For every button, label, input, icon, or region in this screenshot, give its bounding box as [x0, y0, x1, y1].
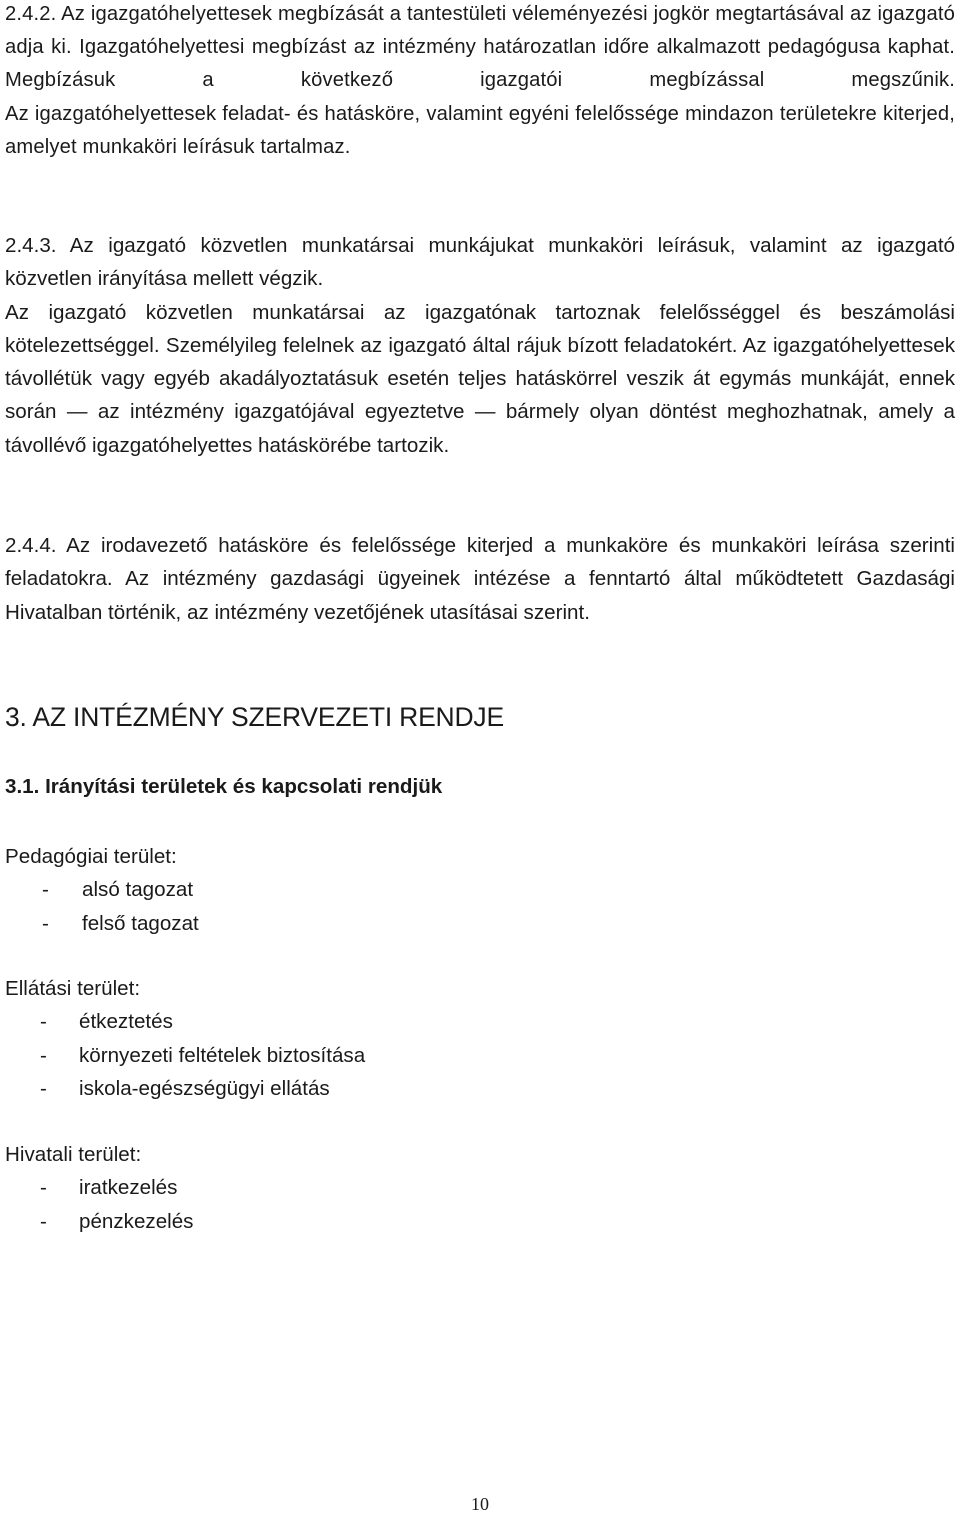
list-dash: -	[42, 878, 49, 902]
subsection-heading: 3.1. Irányítási területek és kapcsolati rendjük	[5, 775, 443, 798]
section-2-4-3-lead: 2.4.3. Az igazgató közvetlen munkatársai munkájukat munkaköri leírásuk, valamint az igazgató közvetlen irányítása mellett végzik.	[5, 234, 955, 291]
section-2-4-3-body: Az igazgató közvetlen munkatársai az igazgatónak tartoznak felelősséggel és beszámolási kötelezettséggel. Személyileg felelnek az igazgató által rájuk bízott feladatokért. Az igazgatóhelyettesek távollétük vagy egyéb akadályoztatásuk esetén teljes hatáskörrel veszik át egymás munkáját, ennek során — az intézmény igazgatójával egyeztetve — bármely olyan döntést meghozhatnak, amely a távollévő igazgatóhelyettes hatáskörébe tartozik.	[5, 300, 955, 457]
list-item	[5, 1039, 605, 1072]
section-2-4-2-body: Az igazgatóhelyettesek feladat- és hatásköre, valamint egyéni felelőssége mindazon területekre kiterjed, amelyet munkaköri leírásuk tartalmaz.	[5, 102, 955, 158]
area-administrative	[5, 1138, 605, 1238]
list-item-text: iskola-egészségügyi ellátás	[79, 1076, 330, 1100]
list-dash: -	[40, 1010, 47, 1034]
page-number: 10	[471, 1494, 489, 1514]
list-item	[5, 907, 605, 940]
area-pedagogical	[5, 840, 605, 940]
list-item	[5, 1205, 605, 1238]
list-dash: -	[40, 1043, 47, 1067]
list-dash: -	[42, 911, 49, 935]
list-item-text: iratkezelés	[79, 1176, 178, 1200]
area-list	[5, 1171, 605, 1238]
list-item-text: környezeti feltételek biztosítása	[79, 1043, 366, 1067]
area-title: Pedagógiai terület:	[5, 845, 177, 868]
section-2-4-4	[5, 529, 955, 629]
section-2-4-2-lead: 2.4.2. Az igazgatóhelyettesek megbízását a tantestületi véleményezési jogkör megtartásával az igazgató adja ki. Igazgatóhelyettesi megbízást az intézmény határozatlan időre alkalmazott pedagógusa kaphat. Megbízásuk a következő igazgatói megbízással megszűnik.	[5, 3, 955, 92]
chapter-heading: 3. AZ INTÉZMÉNY SZERVEZETI RENDJE	[5, 702, 504, 732]
area-list	[5, 1005, 605, 1105]
list-dash: -	[40, 1176, 47, 1200]
section-2-4-2	[5, 0, 955, 164]
area-provision	[5, 972, 605, 1105]
list-item	[5, 873, 605, 906]
section-2-4-3	[5, 229, 955, 462]
list-item-text: felső tagozat	[82, 911, 199, 935]
list-item	[5, 1171, 605, 1204]
list-item	[5, 1072, 605, 1105]
area-title: Ellátási terület:	[5, 977, 141, 1000]
list-dash: -	[40, 1209, 47, 1233]
list-item-text: pénzkezelés	[79, 1209, 194, 1233]
list-item-text: étkeztetés	[79, 1010, 173, 1034]
list-item	[5, 1005, 605, 1038]
area-list	[5, 873, 605, 940]
list-item-text: alsó tagozat	[82, 878, 194, 902]
list-dash: -	[40, 1076, 47, 1100]
area-title: Hivatali terület:	[5, 1143, 142, 1166]
section-2-4-4-text: 2.4.4. Az irodavezető hatásköre és felelőssége kiterjed a munkaköre és munkaköri leírása szerinti feladatokra. Az intézmény gazdasági ügyeinek intézése a fenntartó által működtetett Gazdasági Hivatalban történik, az intézmény vezetőjének utasításai szerint.	[5, 534, 955, 624]
